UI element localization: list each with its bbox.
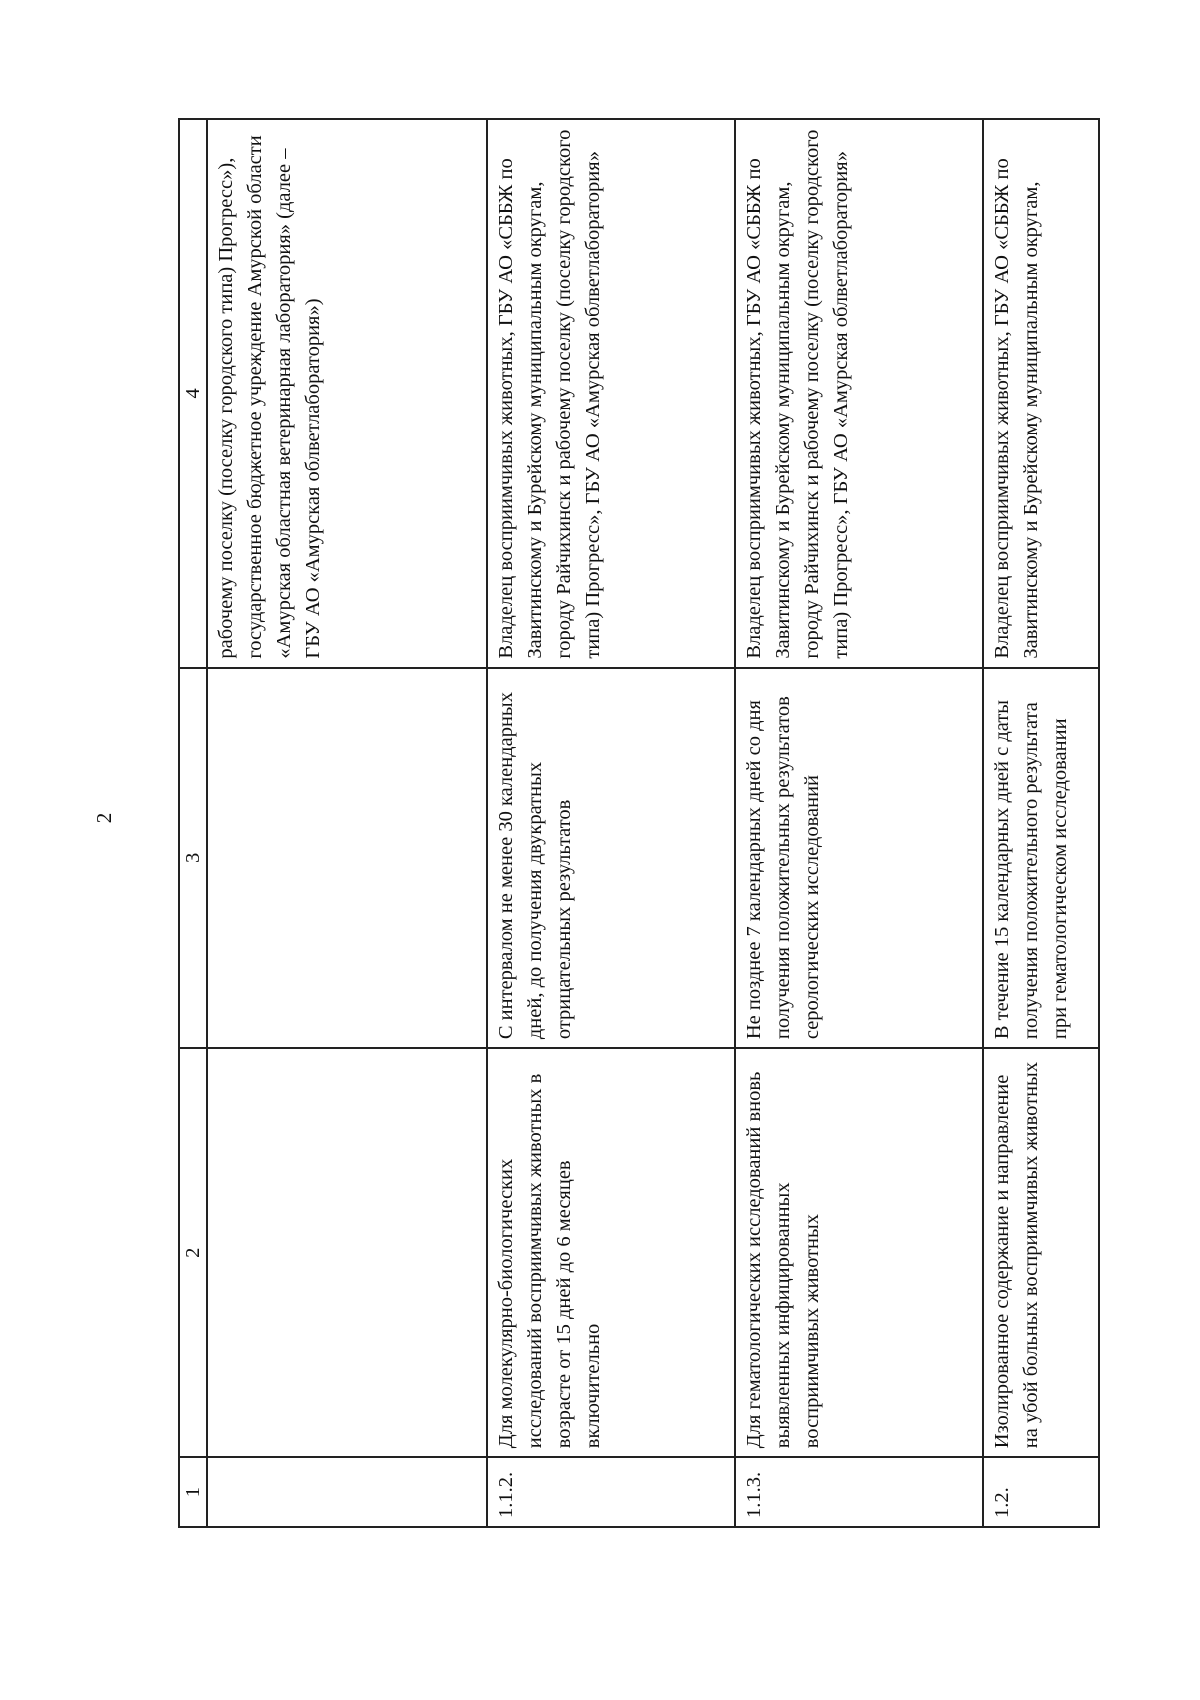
row-timing: С интервалом не менее 30 календарных дней, до получения двукратных отрицательных результатов [487, 668, 735, 1049]
header-col-3: 3 [179, 668, 207, 1049]
row-timing: В течение 15 календарных дней с даты получения положительного результата при гематологическом исследовании [983, 668, 1099, 1049]
row-measure: Для молекулярно-биологических исследований восприимчивых животных в возрасте от 15 дней до 6 месяцев включительно [487, 1048, 735, 1457]
table-row [487, 119, 735, 1527]
row-measure: Для гематологических исследований вновь выявленных инфицированных восприимчивых животных [735, 1048, 983, 1457]
row-responsible: рабочему поселку (поселку городского типа) Прогресс»), государственное бюджетное учреждение Амурской области «Амурская областная ветеринарная лаборатория» (далее – ГБУ АО «Амурская облветлаборатория») [207, 119, 487, 668]
header-col-1: 1 [179, 1457, 207, 1527]
row-number: 1.1.2. [487, 1457, 735, 1527]
table-row [735, 119, 983, 1527]
header-col-4: 4 [179, 119, 207, 668]
table-header-row [179, 119, 207, 1527]
rotated-table-wrapper [178, 118, 1071, 1528]
measures-table [178, 118, 1100, 1528]
row-number: 1.2. [983, 1457, 1099, 1527]
row-responsible: Владелец восприимчивых животных, ГБУ АО «СББЖ по Завитинскому и Бурейскому муниципальным округам, городу Райчихинск и рабочему поселку (поселку городского типа) Прогресс», ГБУ АО «Амурская облветлаборатория» [487, 119, 735, 668]
row-measure: Изолированное содержание и направление на убой больных восприимчивых животных [983, 1048, 1099, 1457]
table-row [983, 119, 1099, 1527]
row-measure [207, 1048, 487, 1457]
table-row [207, 119, 487, 1527]
row-timing [207, 668, 487, 1049]
row-number [207, 1457, 487, 1527]
header-col-2: 2 [179, 1048, 207, 1457]
row-timing: Не позднее 7 календарных дней со дня получения положительных результатов серологических исследований [735, 668, 983, 1049]
row-responsible: Владелец восприимчивых животных, ГБУ АО «СББЖ по Завитинскому и Бурейскому муниципальным округам, городу Райчихинск и рабочему поселку (поселку городского типа) Прогресс», ГБУ АО «Амурская облветлаборатория» [735, 119, 983, 668]
page-number: 2 [92, 812, 116, 824]
row-responsible: Владелец восприимчивых животных, ГБУ АО «СББЖ по Завитинскому и Бурейскому муниципальным округам, [983, 119, 1099, 668]
row-number: 1.1.3. [735, 1457, 983, 1527]
